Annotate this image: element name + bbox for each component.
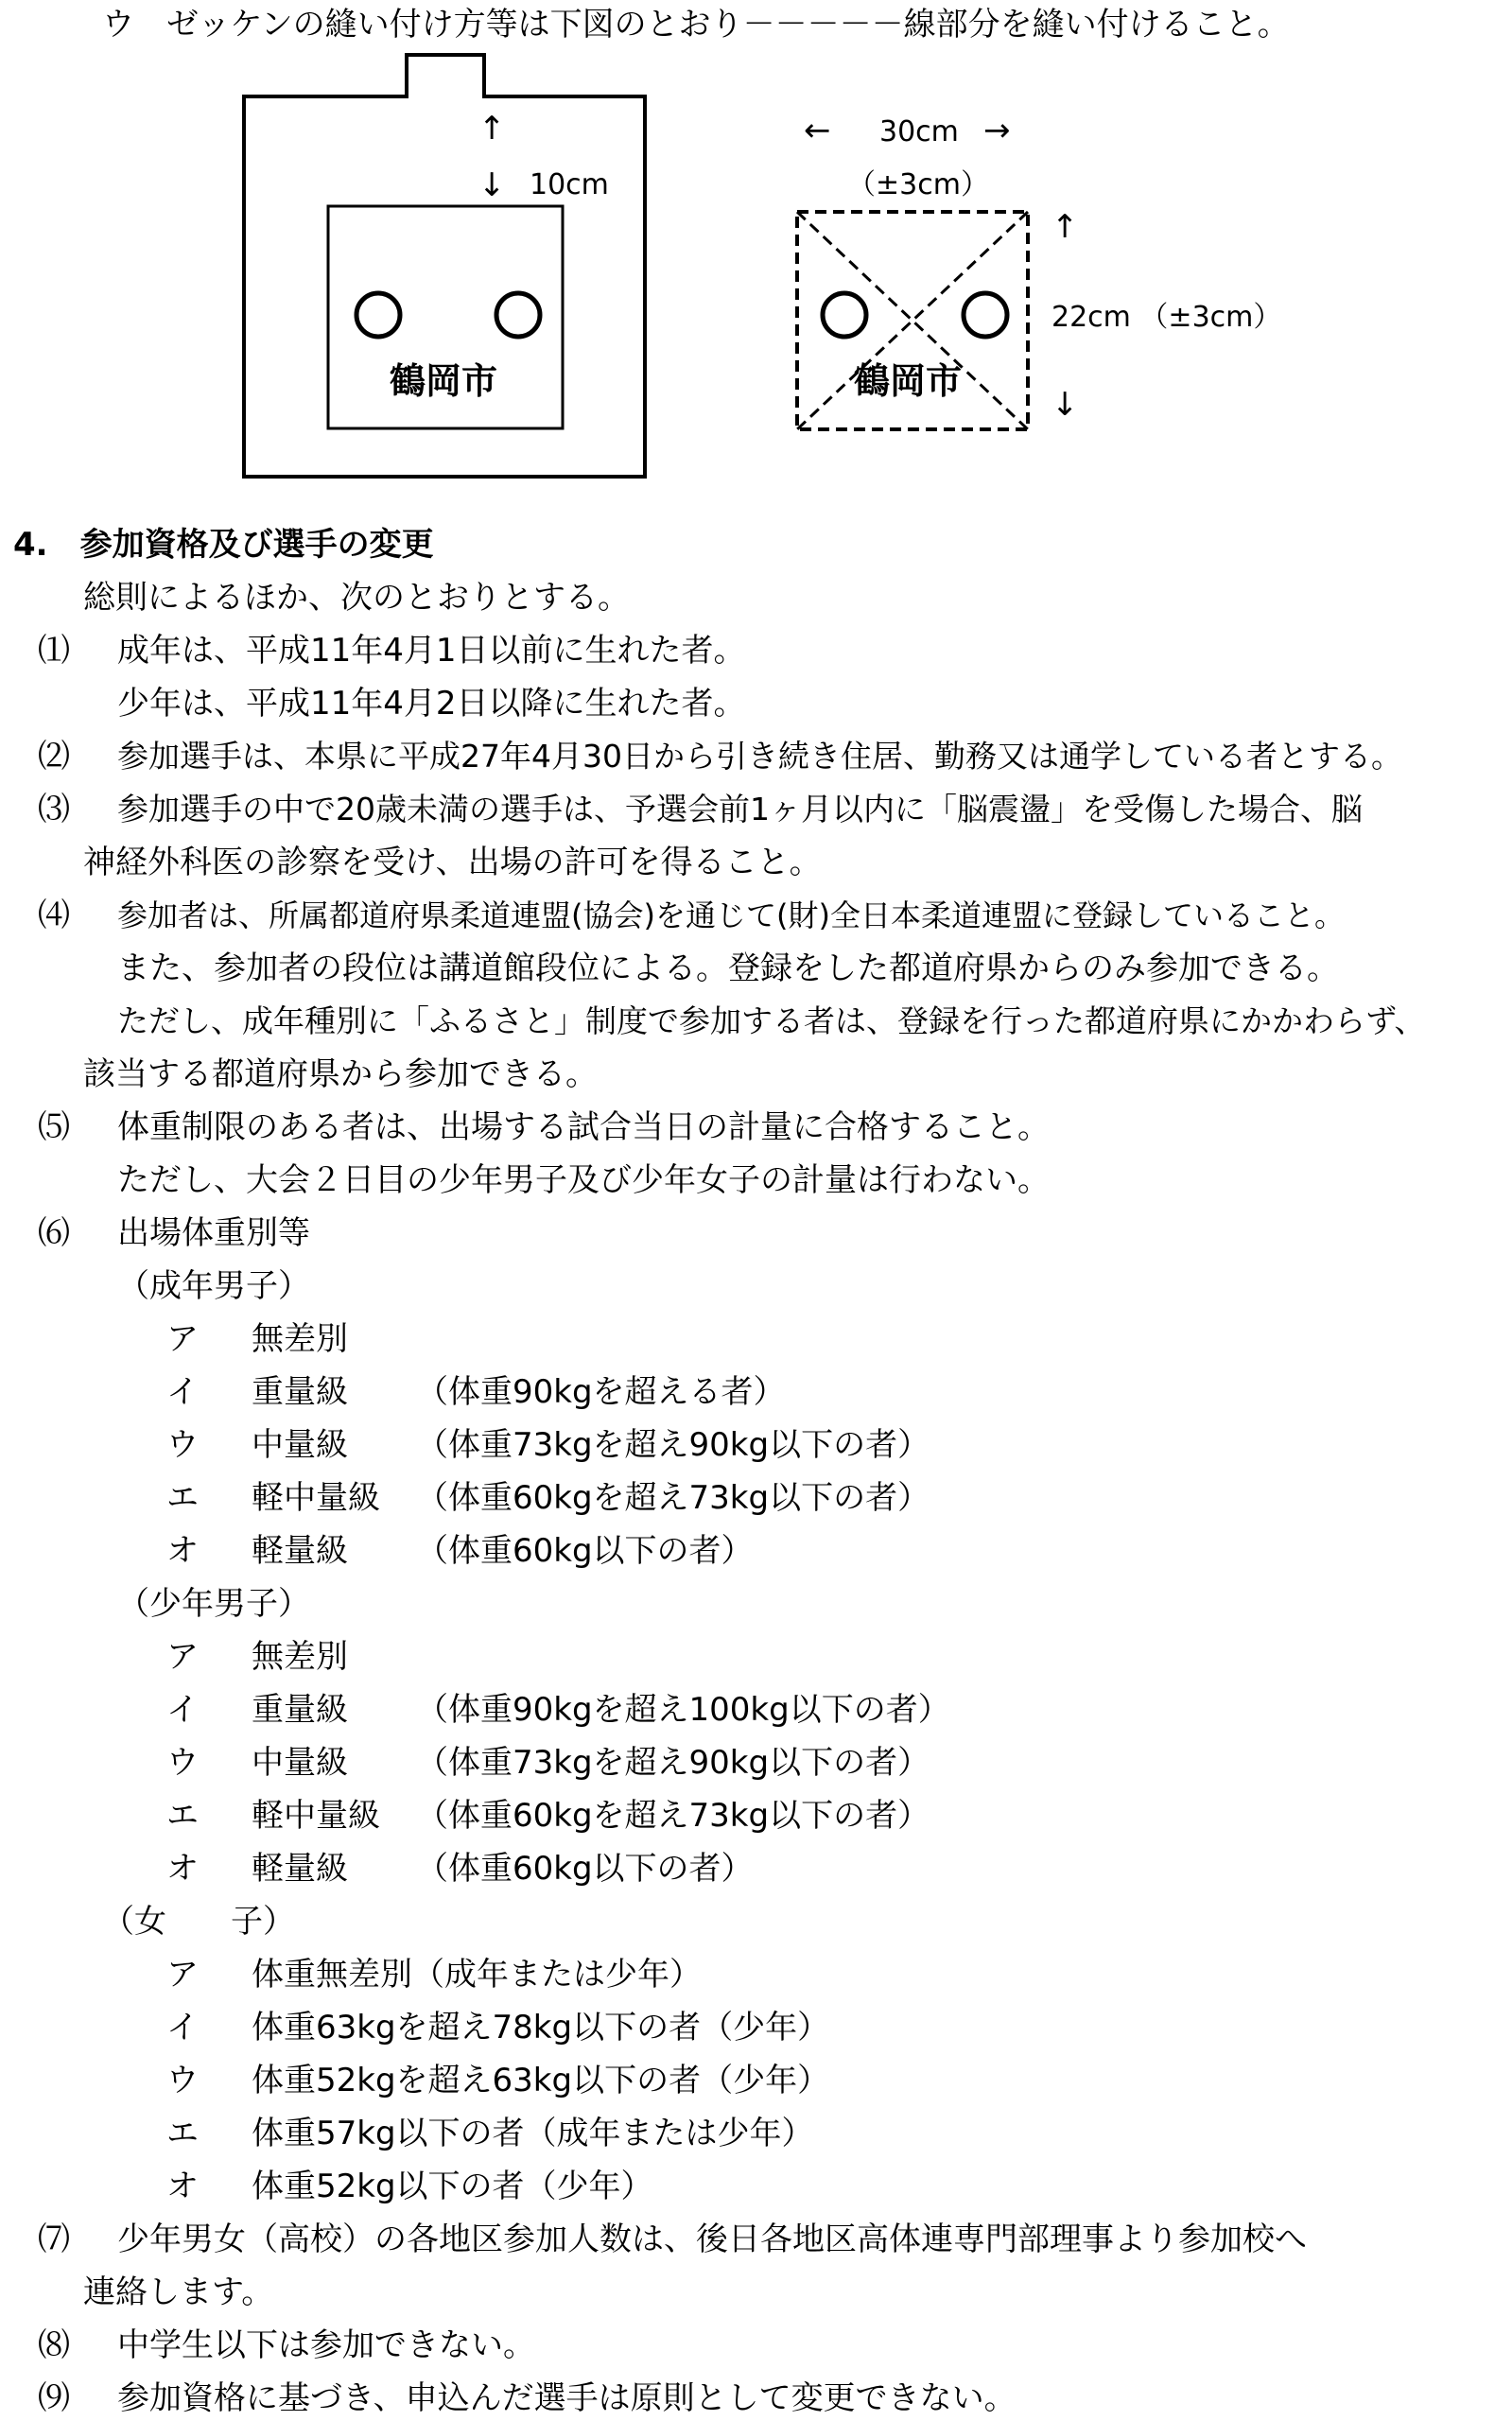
class-desc: （体重73kgを超え90kg以下の者） (416, 1426, 930, 1464)
class-name: 体重57kg以下の者（成年または少年） (252, 2115, 814, 2152)
item-num: ⑼ (38, 2379, 70, 2417)
class-desc: （体重60kg以下の者） (416, 1850, 754, 1888)
class-mark: エ (166, 1479, 199, 1517)
item-text: 少年男女（高校）の各地区参加人数は、後日各地区高体連専門部理事より参加校へ (117, 2221, 1307, 2258)
class-name: 軽中量級 (252, 1797, 380, 1835)
item-text: 中学生以下は参加できない。 (117, 2326, 535, 2364)
group-title-women: （女 子） (102, 1903, 295, 1941)
class-desc: （体重73kgを超え90kg以下の者） (416, 1744, 930, 1782)
section-heading: 4. 参加資格及び選手の変更 (13, 526, 434, 564)
arrow-left-30cm: ← (804, 112, 831, 149)
class-mark: ウ (166, 2062, 199, 2099)
class-mark: ウ (166, 1744, 199, 1782)
class-mark: オ (166, 1850, 199, 1888)
class-name: 軽量級 (252, 1532, 348, 1570)
class-name: 中量級 (252, 1426, 348, 1464)
class-name: 体重63kgを超え78kg以下の者（少年） (252, 2009, 830, 2047)
class-mark: ア (166, 1638, 199, 1676)
item-text: また、参加者の段位は講道館段位による。登録をした都道府県からのみ参加できる。 (117, 949, 1339, 987)
label-tolerance-30: （±3cm） (847, 168, 989, 201)
class-mark: イ (166, 1373, 199, 1411)
item-text: 参加選手の中で20歳未満の選手は、予選会前1ヶ月以内に「脳震盪」を受傷した場合、脳 (117, 791, 1363, 827)
class-mark: オ (166, 1532, 199, 1570)
item-num: ⑹ (38, 1214, 70, 1252)
item-num: ⑵ (38, 738, 70, 775)
class-name: 重量級 (252, 1691, 348, 1729)
class-mark: ア (166, 1320, 199, 1358)
bib-text-separate: 鶴岡市 (854, 360, 963, 402)
class-name: 体重52kgを超え63kg以下の者（少年） (252, 2062, 830, 2099)
class-desc: （体重60kgを超え73kg以下の者） (416, 1797, 930, 1835)
arrow-up-10cm: ↑ (478, 110, 506, 148)
item-text: 体重制限のある者は、出場する試合当日の計量に合格すること。 (117, 1108, 1050, 1146)
bib2-hole-right (964, 293, 1007, 337)
item-text: 該当する都道府県から参加できる。 (83, 1055, 598, 1093)
label-10cm: 10cm (530, 168, 609, 201)
arrow-down-22cm: ↓ (1051, 386, 1079, 424)
class-mark: ア (166, 1956, 199, 1994)
item-num: ⑴ (38, 632, 70, 670)
item-num: ⑷ (38, 897, 70, 934)
class-mark: イ (166, 2009, 199, 2047)
class-mark: オ (166, 2168, 199, 2205)
class-desc: （体重90kgを超え100kg以下の者） (416, 1691, 950, 1729)
group-title-youth-men: （少年男子） (117, 1585, 310, 1623)
item-text: 成年は、平成11年4月1日以前に生れた者。 (117, 632, 746, 670)
section-intro: 総則によるほか、次のとおりとする。 (83, 579, 630, 617)
group-title-adult-men: （成年男子） (117, 1267, 310, 1305)
class-name: 無差別 (252, 1320, 348, 1358)
item-text: 出場体重別等 (117, 1214, 310, 1252)
item-text: 連絡します。 (83, 2273, 274, 2311)
class-mark: エ (166, 1797, 199, 1835)
bib-diagram (0, 0, 1512, 492)
item-num: ⑺ (38, 2221, 70, 2258)
class-desc: （体重60kgを超え73kg以下の者） (416, 1479, 930, 1517)
item-num: ⑸ (38, 1108, 70, 1146)
bib2-hole-left (823, 293, 866, 337)
arrow-up-22cm: ↑ (1051, 208, 1079, 246)
item-text: 参加資格に基づき、申込んだ選手は原則として変更できない。 (117, 2379, 1017, 2417)
item-num: ⑶ (38, 791, 70, 828)
item-text: 神経外科医の診察を受け、出場の許可を得ること。 (83, 844, 822, 881)
figure-caption: ウ ゼッケンの縫い付け方等は下図のとおり－－－－－線部分を縫い付けること。 (102, 6, 1290, 44)
class-mark: イ (166, 1691, 199, 1729)
bib-text-jersey: 鶴岡市 (390, 360, 498, 402)
class-desc: （体重60kg以下の者） (416, 1532, 754, 1570)
label-22cm: 22cm （±3cm） (1051, 301, 1282, 334)
item-num: ⑻ (38, 2326, 70, 2364)
class-name: 軽量級 (252, 1850, 348, 1888)
class-mark: ウ (166, 1426, 199, 1464)
item-text: ただし、大会２日目の少年男子及び少年女子の計量は行わない。 (117, 1161, 1050, 1199)
class-desc: （体重90kgを超える者） (416, 1373, 786, 1411)
class-name: 体重52kg以下の者（少年） (252, 2168, 653, 2205)
item-text: ただし、成年種別に「ふるさと」制度で参加する者は、登録を行った都道府県にかかわらず、 (117, 1002, 1426, 1039)
item-text: 少年は、平成11年4月2日以降に生れた者。 (117, 685, 746, 723)
class-name: 体重無差別（成年または少年） (252, 1956, 702, 1994)
class-name: 無差別 (252, 1638, 348, 1676)
item-text: 参加選手は、本県に平成27年4月30日から引き続き住居、勤務又は通学している者とする。 (117, 738, 1402, 775)
class-mark: エ (166, 2115, 199, 2152)
class-name: 軽中量級 (252, 1479, 380, 1517)
class-name: 中量級 (252, 1744, 348, 1782)
arrow-right-30cm: → (983, 112, 1011, 149)
label-30cm: 30cm (879, 115, 959, 148)
arrow-down-10cm: ↓ (478, 166, 506, 204)
item-text: 参加者は、所属都道府県柔道連盟(協会)を通じて(財)全日本柔道連盟に登録していること。 (117, 897, 1345, 933)
class-name: 重量級 (252, 1373, 348, 1411)
